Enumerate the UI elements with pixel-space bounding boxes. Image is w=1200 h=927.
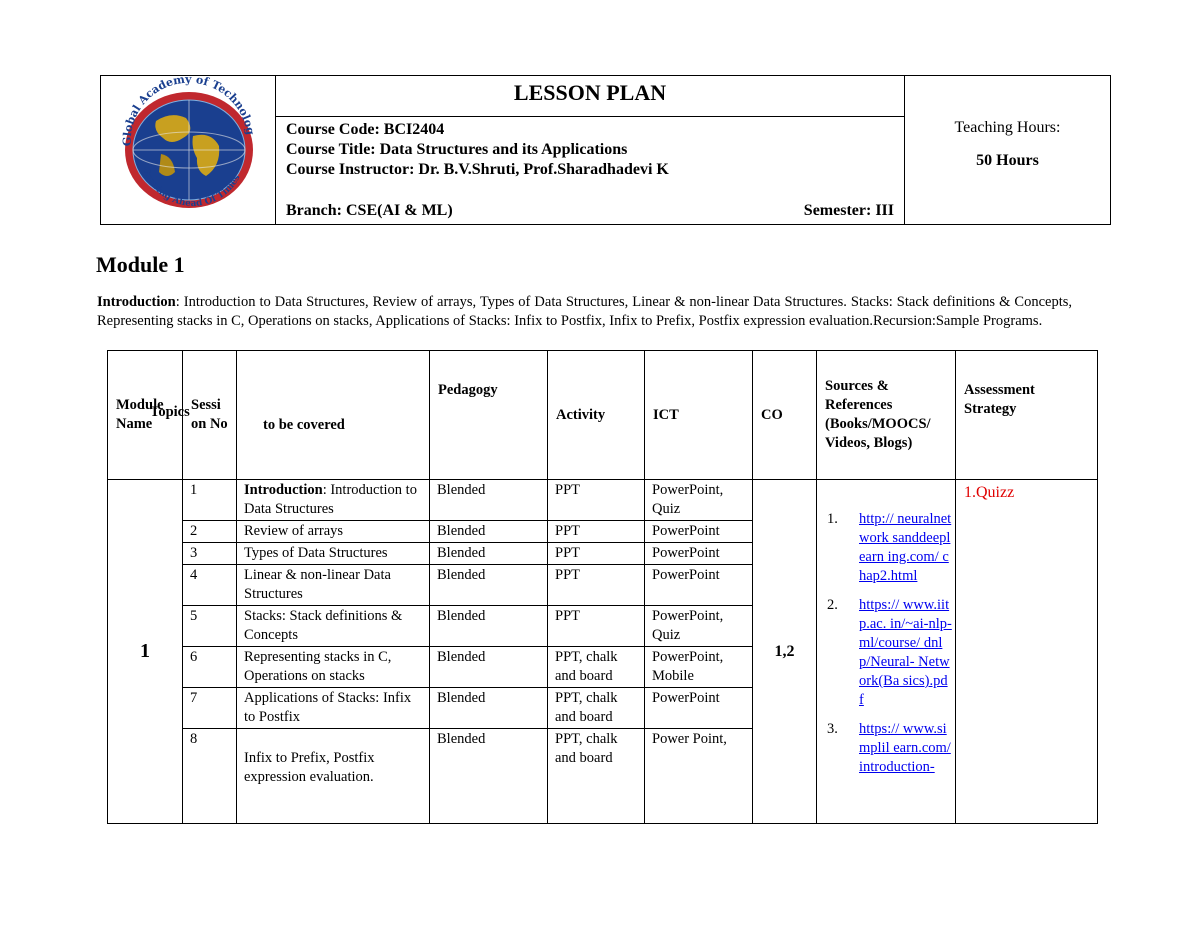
ict: PowerPoint, Quiz <box>645 480 753 521</box>
pedagogy: Blended <box>430 606 548 647</box>
topic: Types of Data Structures <box>237 543 430 565</box>
lesson-table <box>107 350 1098 824</box>
session-no: 8 <box>183 729 237 824</box>
session-no: 1 <box>183 480 237 521</box>
co-value: 1,2 <box>753 480 817 824</box>
teaching-hours-cell <box>905 76 1111 225</box>
logo-text-bottom: Growing Ahead Of Times <box>140 165 243 209</box>
pedagogy: Blended <box>430 647 548 688</box>
header-activity: Activity <box>548 351 645 480</box>
assessment-cell <box>956 480 1098 824</box>
ict: PowerPoint <box>645 688 753 729</box>
topic: Representing stacks in C, Operations on stacks <box>237 647 430 688</box>
ict: PowerPoint <box>645 521 753 543</box>
page-title: LESSON PLAN <box>513 80 667 105</box>
source-link[interactable]: https:// www.simplil earn.com/ introduction- <box>859 721 951 775</box>
session-no: 2 <box>183 521 237 543</box>
session-no: 7 <box>183 688 237 729</box>
module-number: 1 <box>108 480 183 824</box>
module-heading: Module 1 <box>96 252 185 277</box>
pedagogy: Blended <box>430 729 548 824</box>
activity: PPT <box>548 606 645 647</box>
source-number: 3. <box>827 721 838 737</box>
pedagogy: Blended <box>430 480 548 521</box>
course-info-cell <box>276 76 905 225</box>
topic <box>237 729 430 824</box>
topic-text: : Introduction to Data Structures <box>244 482 417 517</box>
topic-text: Infix to Prefix, Postfix expression evaluation. <box>244 750 375 785</box>
header-module-name <box>108 351 190 480</box>
table-header-row <box>108 351 1098 480</box>
activity: PPT <box>548 565 645 606</box>
ict: PowerPoint, Quiz <box>645 606 753 647</box>
session-no: 5 <box>183 606 237 647</box>
teaching-hours-label: Teaching Hours: <box>954 119 1061 136</box>
assessment-value: 1.Quizz <box>964 484 1015 501</box>
logo-text-top: Global Academy of Technolog <box>120 76 257 147</box>
intro-label: Introduction <box>97 294 176 310</box>
topic: Applications of Stacks: Infix to Postfix <box>237 688 430 729</box>
session-no: 4 <box>183 565 237 606</box>
activity: PPT <box>548 543 645 565</box>
activity: PPT <box>548 480 645 521</box>
topic-bold: Introduction <box>244 482 323 498</box>
session-no: 6 <box>183 647 237 688</box>
header-topics-text: Topics <box>150 404 190 420</box>
topic <box>237 480 430 521</box>
pedagogy: Blended <box>430 688 548 729</box>
globe-logo-icon <box>101 76 275 219</box>
pedagogy: Blended <box>430 521 548 543</box>
activity: PPT, chalk and board <box>548 647 645 688</box>
source-link[interactable]: https:// www.iitp.ac. in/~ai-nlp- ml/course/ dnlp/Neural- Network(Ba sics).pdf <box>859 597 952 708</box>
logo-cell <box>101 76 276 225</box>
pedagogy: Blended <box>430 543 548 565</box>
topic: Stacks: Stack definitions & Concepts <box>237 606 430 647</box>
branch: Branch: CSE(AI & ML) <box>286 202 453 219</box>
header-pedagogy: Pedagogy <box>430 351 548 480</box>
course-title: Course Title: Data Structures and its Applications <box>286 141 628 158</box>
session-no: 3 <box>183 543 237 565</box>
course-details <box>286 120 669 180</box>
activity: PPT, chalk and board <box>548 729 645 824</box>
header-co: CO <box>753 351 817 480</box>
sources-cell <box>817 480 956 824</box>
pedagogy: Blended <box>430 565 548 606</box>
list-item <box>827 720 952 777</box>
header-session: Session No <box>183 351 237 480</box>
module-introduction <box>97 293 1072 331</box>
ict: PowerPoint <box>645 565 753 606</box>
ict: PowerPoint, Mobile <box>645 647 753 688</box>
ict: PowerPoint <box>645 543 753 565</box>
topic: Review of arrays <box>237 521 430 543</box>
course-instructor: Course Instructor: Dr. B.V.Shruti, Prof.Sharadhadevi K <box>286 161 669 178</box>
activity: PPT <box>548 521 645 543</box>
source-number: 1. <box>827 511 838 527</box>
source-link[interactable]: http:// neuralnetwork sanddeeplearn ing.com/ chap2.html <box>859 511 952 584</box>
header-ict: ICT <box>645 351 753 480</box>
topic: Linear & non-linear Data Structures <box>237 565 430 606</box>
header-sources: Sources & References (Books/MOOCS/ Videos, Blogs) <box>817 351 956 480</box>
sources-list <box>827 510 952 787</box>
title-divider <box>276 116 904 117</box>
header-to-be-covered: to be covered <box>237 351 430 480</box>
ict: Power Point, <box>645 729 753 824</box>
header-assessment: Assessment Strategy <box>956 351 1098 480</box>
list-item <box>827 510 952 586</box>
teaching-hours-value: 50 Hours <box>976 152 1039 169</box>
activity: PPT, chalk and board <box>548 688 645 729</box>
header-module-name-text: Module Name <box>116 397 164 432</box>
semester: Semester: III <box>803 202 894 219</box>
course-code: Course Code: BCI2404 <box>286 121 445 138</box>
table-row <box>108 480 1098 521</box>
list-item <box>827 596 952 710</box>
header-table <box>100 75 1111 225</box>
intro-text: : Introduction to Data Structures, Review of arrays, Types of Data Structures, Linear & non-linear Data Structures. Stacks: Stack definitions & Concepts, Representing stacks in C, Operations on stacks, Applications of Stacks: Infix to Postfix, Infix to Prefix, Postfix expression evaluation.Recursion:Sample Programs. <box>97 294 1072 329</box>
source-number: 2. <box>827 597 838 613</box>
